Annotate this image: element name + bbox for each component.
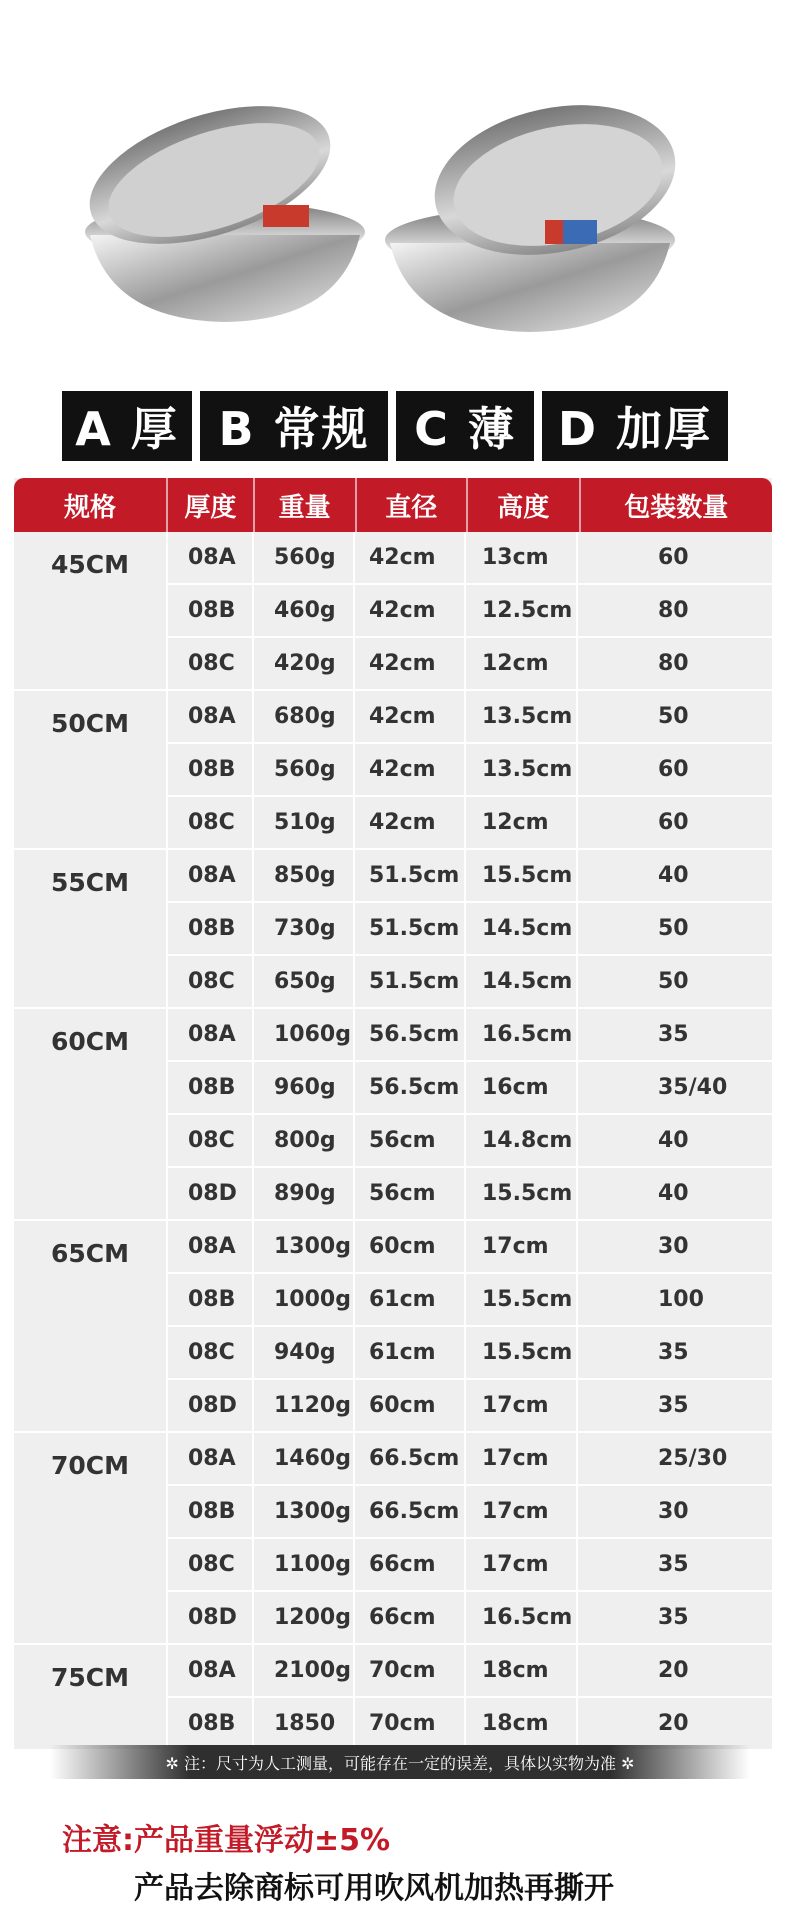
pack-qty-cell: 20 <box>658 1711 689 1736</box>
thickness-cell: 08C <box>168 1539 254 1590</box>
diameter-cell: 70cm <box>355 1645 466 1696</box>
diameter-cell: 51.5cm <box>355 956 466 1007</box>
thickness-cell: 08D <box>168 1168 254 1219</box>
thickness-cell: 08D <box>168 1380 254 1431</box>
thickness-cell: 08B <box>168 1486 254 1537</box>
height-cell: 12cm <box>466 638 578 689</box>
thickness-cell: 08D <box>168 1592 254 1643</box>
weight-cell: 1460g <box>254 1433 355 1484</box>
table-row <box>168 1115 772 1168</box>
thickness-cell: 08A <box>168 1433 254 1484</box>
grade-c-label: C 薄 <box>396 391 534 461</box>
pack-qty-cell: 100 <box>658 1287 704 1312</box>
height-cell: 16cm <box>466 1062 578 1113</box>
diameter-cell: 66cm <box>355 1539 466 1590</box>
spec-size: 60CM <box>14 1009 168 1219</box>
height-cell: 12cm <box>466 797 578 848</box>
diameter-cell: 61cm <box>355 1274 466 1325</box>
height-cell: 15.5cm <box>466 1168 578 1219</box>
table-row <box>168 532 772 585</box>
spec-group <box>14 1009 772 1221</box>
diameter-cell: 66.5cm <box>355 1486 466 1537</box>
height-cell: 17cm <box>466 1539 578 1590</box>
thickness-grade-legend <box>62 391 728 461</box>
height-cell: 16.5cm <box>466 1592 578 1643</box>
grade-a-label: A 厚 <box>62 391 192 461</box>
table-row <box>168 744 772 797</box>
pack-qty-cell: 35 <box>658 1552 689 1577</box>
height-cell: 17cm <box>466 1380 578 1431</box>
pack-qty-cell: 40 <box>658 1128 689 1153</box>
header-diameter: 直径 <box>357 478 469 532</box>
header-height: 高度 <box>468 478 581 532</box>
weight-cell: 730g <box>254 903 355 954</box>
pack-qty-cell: 80 <box>658 598 689 623</box>
spec-size: 45CM <box>14 532 168 689</box>
label-removal-tip: 产品去除商标可用吹风机加热再撕开 <box>134 1871 614 1906</box>
height-cell: 14.5cm <box>466 903 578 954</box>
weight-cell: 460g <box>254 585 355 636</box>
thickness-cell: 08C <box>168 956 254 1007</box>
bowls-illustration <box>0 0 790 380</box>
table-row <box>168 1433 772 1486</box>
spec-size: 75CM <box>14 1645 168 1749</box>
weight-cell: 1300g <box>254 1486 355 1537</box>
thickness-cell: 08A <box>168 1009 254 1060</box>
weight-cell: 1120g <box>254 1380 355 1431</box>
weight-warning: 注意:产品重量浮动±5% <box>62 1823 391 1858</box>
table-row <box>168 585 772 638</box>
spec-group <box>14 1433 772 1645</box>
thickness-cell: 08A <box>168 1221 254 1272</box>
weight-cell: 1000g <box>254 1274 355 1325</box>
pack-qty-cell: 50 <box>658 704 689 729</box>
thickness-cell: 08A <box>168 1645 254 1696</box>
diameter-cell: 70cm <box>355 1698 466 1749</box>
table-row <box>168 1698 772 1749</box>
diameter-cell: 56.5cm <box>355 1062 466 1113</box>
table-row <box>168 1645 772 1698</box>
header-thickness: 厚度 <box>168 478 255 532</box>
height-cell: 18cm <box>466 1645 578 1696</box>
diameter-cell: 56cm <box>355 1115 466 1166</box>
weight-cell: 800g <box>254 1115 355 1166</box>
measurement-note: ✲ 注：尺寸为人工测量，可能存在一定的误差，具体以实物为准 ✲ <box>50 1745 750 1779</box>
diameter-cell: 42cm <box>355 797 466 848</box>
pack-qty-cell: 60 <box>658 757 689 782</box>
header-spec: 规格 <box>14 478 168 532</box>
height-cell: 14.5cm <box>466 956 578 1007</box>
diameter-cell: 42cm <box>355 532 466 583</box>
diameter-cell: 66.5cm <box>355 1433 466 1484</box>
pack-qty-cell: 35 <box>658 1393 689 1418</box>
spec-size: 70CM <box>14 1433 168 1643</box>
weight-cell: 2100g <box>254 1645 355 1696</box>
pack-qty-cell: 80 <box>658 651 689 676</box>
pack-qty-cell: 35/40 <box>658 1075 728 1100</box>
diameter-cell: 61cm <box>355 1327 466 1378</box>
diameter-cell: 42cm <box>355 585 466 636</box>
weight-cell: 560g <box>254 532 355 583</box>
pack-qty-cell: 35 <box>658 1340 689 1365</box>
spec-size: 55CM <box>14 850 168 1007</box>
table-row <box>168 956 772 1007</box>
weight-cell: 420g <box>254 638 355 689</box>
height-cell: 15.5cm <box>466 1274 578 1325</box>
table-row <box>168 797 772 848</box>
thickness-cell: 08C <box>168 1327 254 1378</box>
weight-cell: 560g <box>254 744 355 795</box>
height-cell: 17cm <box>466 1221 578 1272</box>
diameter-cell: 51.5cm <box>355 903 466 954</box>
weight-cell: 940g <box>254 1327 355 1378</box>
pack-qty-cell: 50 <box>658 969 689 994</box>
weight-cell: 1200g <box>254 1592 355 1643</box>
thickness-cell: 08C <box>168 1115 254 1166</box>
thickness-cell: 08A <box>168 850 254 901</box>
thickness-cell: 08B <box>168 1274 254 1325</box>
spec-group <box>14 1221 772 1433</box>
weight-cell: 650g <box>254 956 355 1007</box>
pack-qty-cell: 40 <box>658 863 689 888</box>
spec-group <box>14 691 772 850</box>
table-row <box>168 691 772 744</box>
thickness-cell: 08B <box>168 1062 254 1113</box>
pack-qty-cell: 50 <box>658 916 689 941</box>
height-cell: 13cm <box>466 532 578 583</box>
height-cell: 14.8cm <box>466 1115 578 1166</box>
table-row <box>168 1486 772 1539</box>
table-row <box>168 1009 772 1062</box>
pack-qty-cell: 30 <box>658 1234 689 1259</box>
table-row <box>168 1539 772 1592</box>
spec-table <box>14 478 772 1749</box>
weight-cell: 960g <box>254 1062 355 1113</box>
table-body <box>14 532 772 1749</box>
thickness-cell: 08A <box>168 691 254 742</box>
diameter-cell: 56cm <box>355 1168 466 1219</box>
height-cell: 12.5cm <box>466 585 578 636</box>
diameter-cell: 66cm <box>355 1592 466 1643</box>
weight-cell: 680g <box>254 691 355 742</box>
diameter-cell: 42cm <box>355 744 466 795</box>
height-cell: 15.5cm <box>466 850 578 901</box>
thickness-cell: 08C <box>168 797 254 848</box>
spec-size: 50CM <box>14 691 168 848</box>
table-row <box>168 638 772 689</box>
table-row <box>168 1062 772 1115</box>
diameter-cell: 42cm <box>355 638 466 689</box>
thickness-cell: 08B <box>168 585 254 636</box>
spec-group <box>14 850 772 1009</box>
table-row <box>168 903 772 956</box>
pack-qty-cell: 60 <box>658 545 689 570</box>
height-cell: 17cm <box>466 1486 578 1537</box>
weight-cell: 850g <box>254 850 355 901</box>
pack-qty-cell: 60 <box>658 810 689 835</box>
table-row <box>168 1274 772 1327</box>
table-row <box>168 1327 772 1380</box>
height-cell: 17cm <box>466 1433 578 1484</box>
diameter-cell: 60cm <box>355 1380 466 1431</box>
weight-cell: 1100g <box>254 1539 355 1590</box>
table-row <box>168 1380 772 1431</box>
table-row <box>168 1221 772 1274</box>
header-pack-qty: 包装数量 <box>624 492 729 523</box>
height-cell: 16.5cm <box>466 1009 578 1060</box>
table-row <box>168 1592 772 1643</box>
grade-d-label: D 加厚 <box>542 391 728 461</box>
diameter-cell: 42cm <box>355 691 466 742</box>
pack-qty-cell: 35 <box>658 1022 689 1047</box>
spec-group <box>14 532 772 691</box>
product-photo <box>0 0 790 380</box>
height-cell: 15.5cm <box>466 1327 578 1378</box>
pack-qty-cell: 20 <box>658 1658 689 1683</box>
weight-cell: 1300g <box>254 1221 355 1272</box>
thickness-cell: 08B <box>168 903 254 954</box>
table-row <box>168 1168 772 1219</box>
height-cell: 13.5cm <box>466 691 578 742</box>
height-cell: 13.5cm <box>466 744 578 795</box>
diameter-cell: 60cm <box>355 1221 466 1272</box>
weight-cell: 1060g <box>254 1009 355 1060</box>
pack-qty-cell: 25/30 <box>658 1446 728 1471</box>
spec-size: 65CM <box>14 1221 168 1431</box>
weight-cell: 890g <box>254 1168 355 1219</box>
pack-qty-cell: 40 <box>658 1181 689 1206</box>
grade-b-label: B 常规 <box>200 391 388 461</box>
thickness-cell: 08B <box>168 744 254 795</box>
table-header <box>14 478 772 532</box>
pack-qty-cell: 30 <box>658 1499 689 1524</box>
thickness-cell: 08B <box>168 1698 254 1749</box>
height-cell: 18cm <box>466 1698 578 1749</box>
thickness-cell: 08C <box>168 638 254 689</box>
table-row <box>168 850 772 903</box>
thickness-cell: 08A <box>168 532 254 583</box>
weight-cell: 1850 <box>254 1698 355 1749</box>
pack-qty-cell: 35 <box>658 1605 689 1630</box>
diameter-cell: 51.5cm <box>355 850 466 901</box>
diameter-cell: 56.5cm <box>355 1009 466 1060</box>
header-weight: 重量 <box>255 478 357 532</box>
weight-cell: 510g <box>254 797 355 848</box>
spec-group <box>14 1645 772 1749</box>
